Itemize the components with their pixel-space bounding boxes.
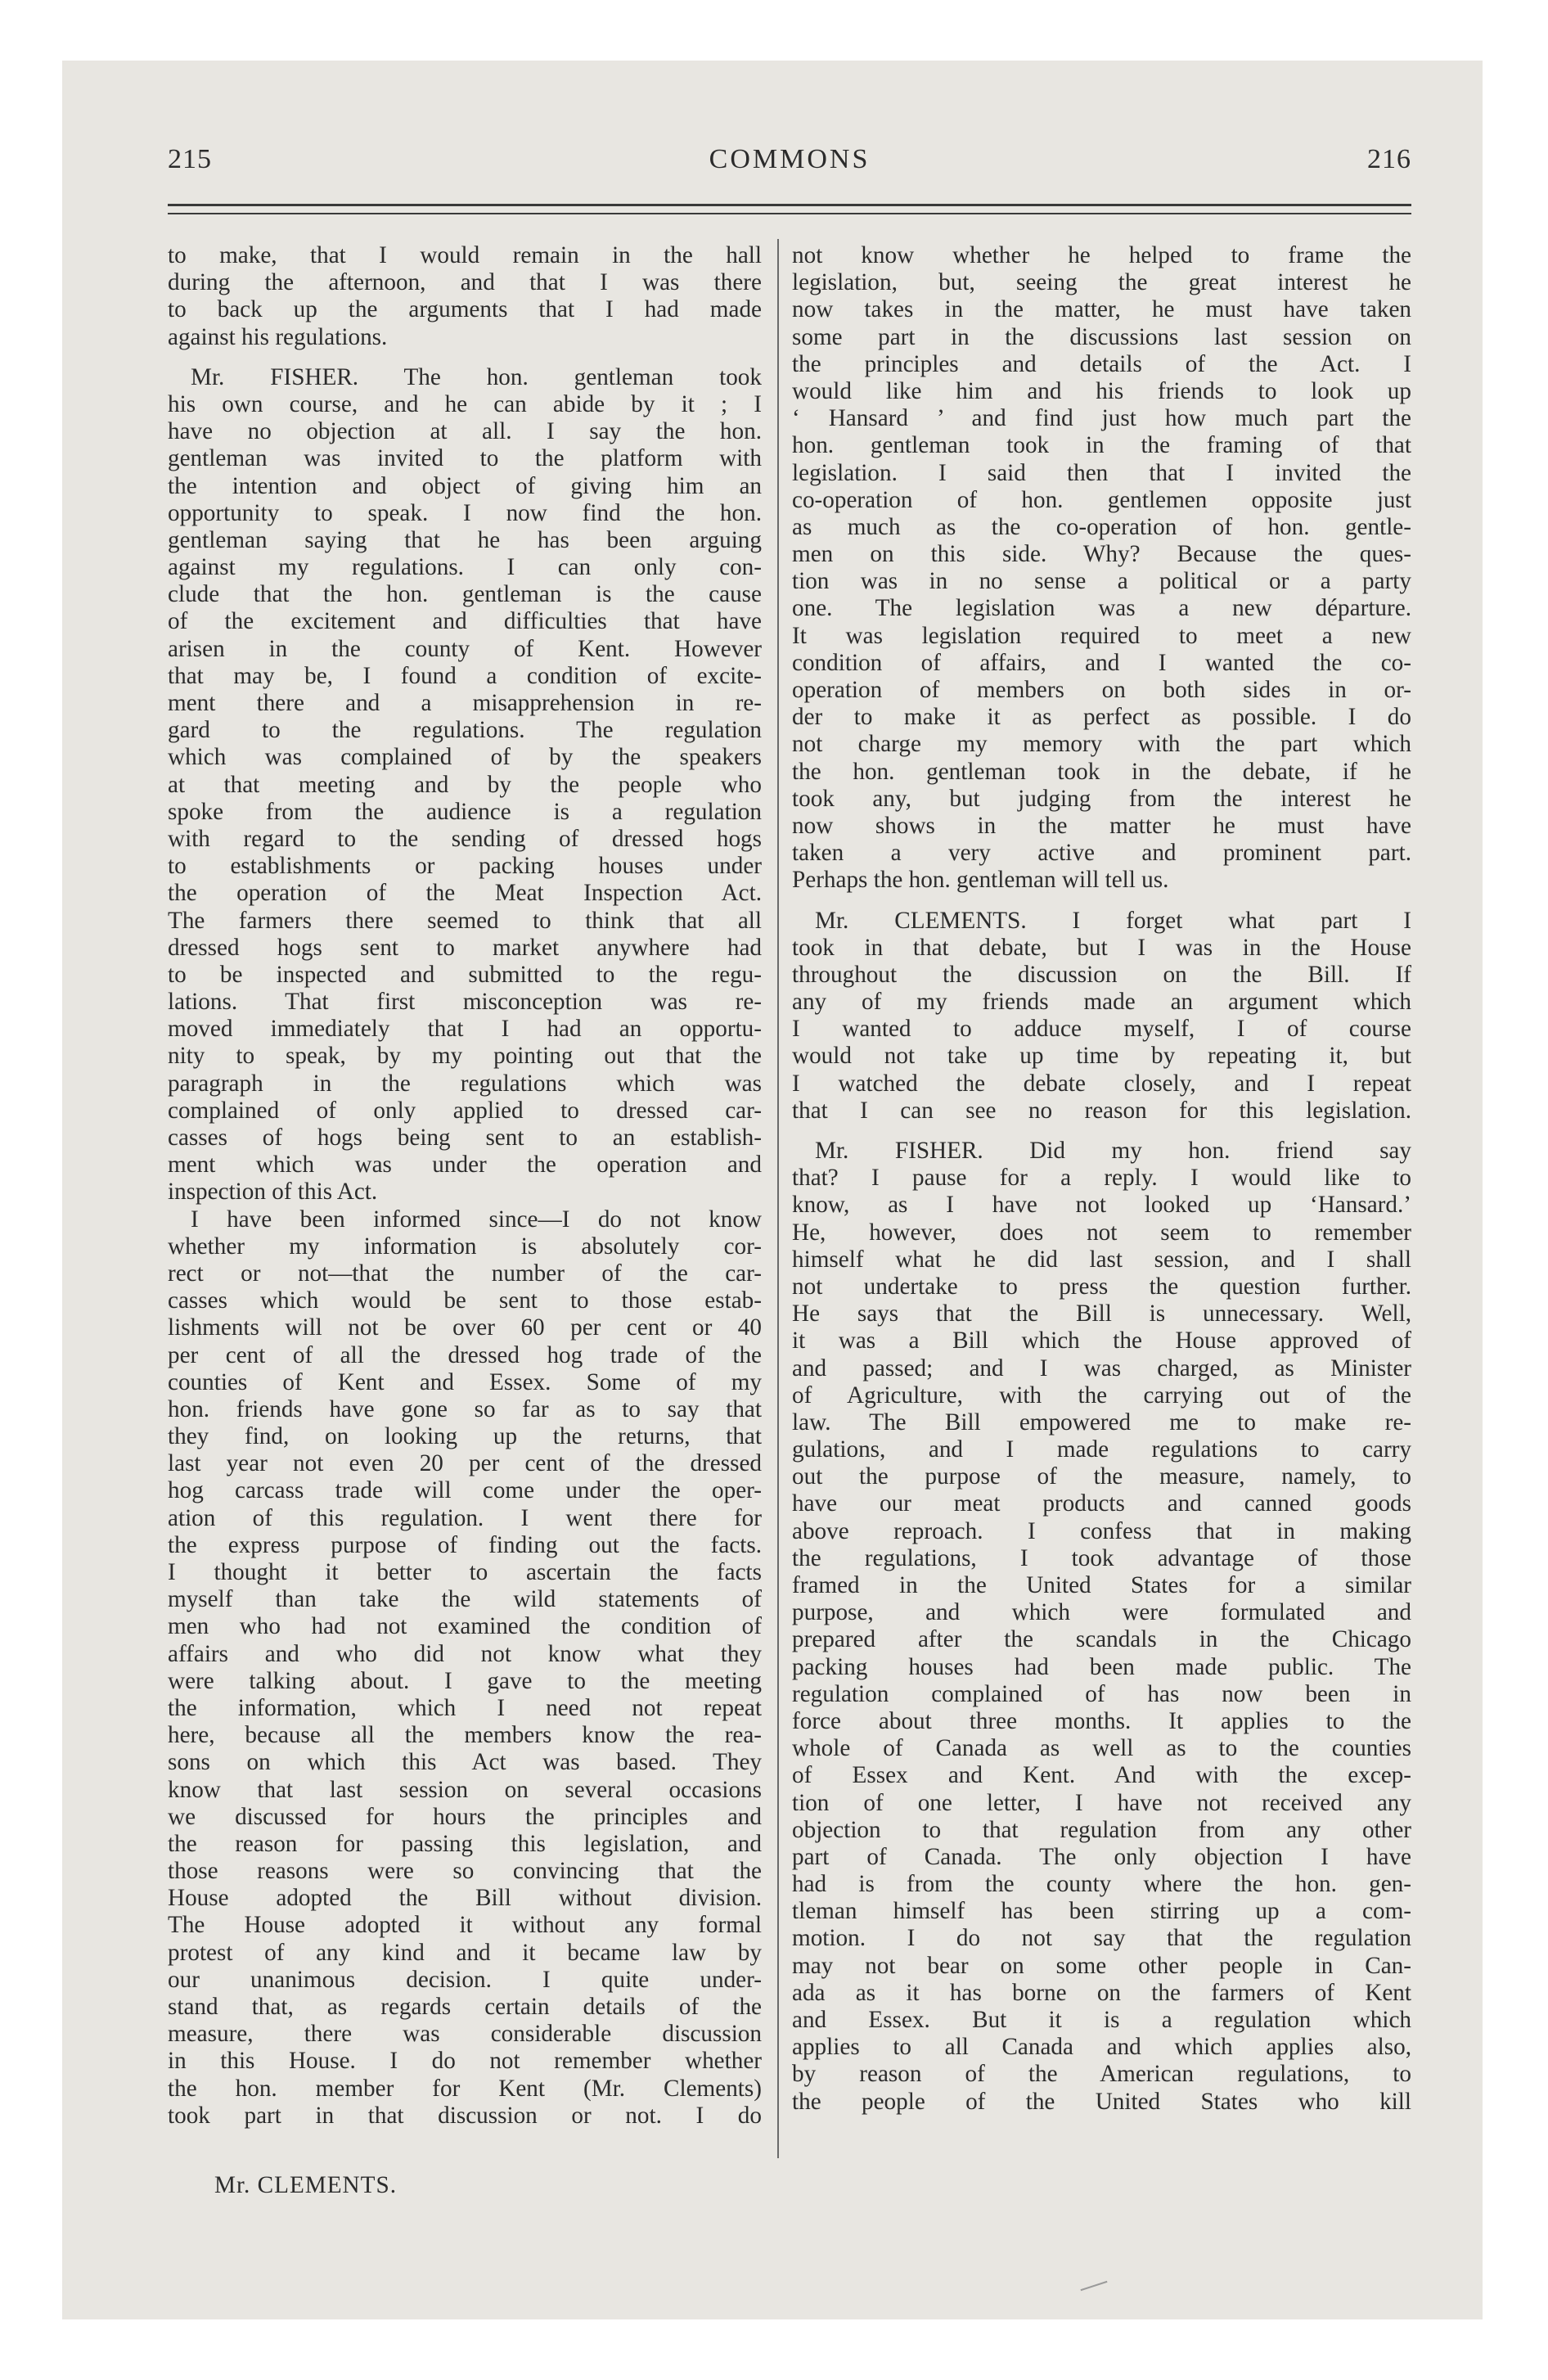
text-line: and Essex. But it is a regulation which xyxy=(792,2007,1411,2033)
text-line: whole of Canada as well as to the counties xyxy=(792,1735,1411,1762)
text-line: whether my information is absolutely cor- xyxy=(168,1233,762,1260)
text-line: legislation. I said then that I invited the xyxy=(792,459,1411,486)
text-line: that may be, I found a condition of excite- xyxy=(168,662,762,689)
text-line: against my regulations. I can only con- xyxy=(168,554,762,581)
text-line: clude that the hon. gentleman is the cause xyxy=(168,581,762,608)
text-line: condition of affairs, and I wanted the co- xyxy=(792,649,1411,676)
header-rule xyxy=(168,204,1411,206)
text-line: complained of only applied to dressed car- xyxy=(168,1097,762,1124)
text-line: spoke from the audience is a regulation xyxy=(168,798,762,825)
paragraph-gap xyxy=(792,895,1411,908)
text-line: tion of one letter, I have not received any xyxy=(792,1789,1411,1816)
text-line: paragraph in the regulations which was xyxy=(168,1070,762,1097)
text-line: ada as it has borne on the farmers of Kent xyxy=(792,1979,1411,2006)
text-line: The House adopted it without any formal xyxy=(168,1912,762,1939)
text-line: prepared after the scandals in the Chicago xyxy=(792,1626,1411,1653)
text-line: gentleman saying that he has been arguing xyxy=(168,526,762,553)
text-line: know, as I have not looked up ‘Hansard.’ xyxy=(792,1192,1411,1219)
text-line: hon. friends have gone so far as to say that xyxy=(168,1395,762,1422)
text-line: lations. That first misconception was re- xyxy=(168,989,762,1016)
text-line: casses which would be sent to those estab- xyxy=(168,1287,762,1314)
text-line: not charge my memory with the part which xyxy=(792,731,1411,758)
text-line: his own course, and he can abide by it ; I xyxy=(168,390,762,417)
text-line: and passed; and I was charged, as Minister xyxy=(792,1355,1411,1382)
left-column xyxy=(168,242,762,2130)
text-line: House adopted the Bill without division. xyxy=(168,1885,762,1912)
text-line: that? I pause for a reply. I would like to xyxy=(792,1165,1411,1192)
text-line: may not bear on some other people in Can- xyxy=(792,1952,1411,1979)
text-line: dressed hogs sent to market anywhere had xyxy=(168,934,762,961)
text-line: Mr. CLEMENTS. I forget what part I xyxy=(815,907,1411,934)
text-line: hon. gentleman took in the framing of that xyxy=(792,432,1411,459)
text-line: ‘ Hansard ’ and find just how much part the xyxy=(792,405,1411,432)
text-line: I watched the debate closely, and I repeat xyxy=(792,1070,1411,1097)
text-line: to make, that I would remain in the hall xyxy=(168,242,762,268)
text-line: framed in the United States for a similar xyxy=(792,1572,1411,1598)
text-line: as much as the co-operation of hon. gentle- xyxy=(792,513,1411,540)
text-line: casses of hogs being sent to an establish- xyxy=(168,1125,762,1151)
text-line: part of Canada. The only objection I have xyxy=(792,1843,1411,1870)
text-line: force about three months. It applies to the xyxy=(792,1707,1411,1734)
text-line: were talking about. I gave to the meeting xyxy=(168,1667,762,1694)
text-line: I have been informed since—I do not know xyxy=(191,1206,762,1233)
text-line: the hon. gentleman took in the debate, if he xyxy=(792,758,1411,785)
text-line: the hon. member for Kent (Mr. Clements) xyxy=(168,2075,762,2102)
text-line: counties of Kent and Essex. Some of my xyxy=(168,1368,762,1395)
text-line: any of my friends made an argument which xyxy=(792,989,1411,1016)
text-line: protest of any kind and it became law by xyxy=(168,1939,762,1966)
text-line: tleman himself has been stirring up a com- xyxy=(792,1898,1411,1925)
text-line: the people of the United States who kill xyxy=(792,2088,1411,2115)
text-line: measure, there was considerable discussion xyxy=(168,2021,762,2048)
text-line: with regard to the sending of dressed hogs xyxy=(168,825,762,852)
text-line: I thought it better to ascertain the facts xyxy=(168,1559,762,1585)
text-line: of Essex and Kent. And with the excep- xyxy=(792,1762,1411,1789)
text-line: gard to the regulations. The regulation xyxy=(168,717,762,744)
text-line: throughout the discussion on the Bill. If xyxy=(792,961,1411,988)
text-line: the principles and details of the Act. I xyxy=(792,350,1411,377)
text-line: have our meat products and canned goods xyxy=(792,1490,1411,1517)
text-line: that I can see no reason for this legislation. xyxy=(792,1097,1411,1124)
text-line: men who had not examined the condition of xyxy=(168,1613,762,1640)
text-line: He says that the Bill is unnecessary. Well, xyxy=(792,1300,1411,1327)
text-line: now takes in the matter, he must have taken xyxy=(792,296,1411,323)
text-line: out the purpose of the measure, namely, to xyxy=(792,1463,1411,1490)
text-line: to back up the arguments that I had made xyxy=(168,296,762,323)
text-line: tion was in no sense a political or a party xyxy=(792,568,1411,595)
text-line: which was complained of by the speakers xyxy=(168,744,762,771)
text-line: the reason for passing this legislation, and xyxy=(168,1830,762,1857)
text-line: of the excitement and difficulties that have xyxy=(168,608,762,635)
text-line: the intention and object of giving him an xyxy=(168,472,762,499)
text-line: would like him and his friends to look up xyxy=(792,377,1411,404)
text-line: know that last session on several occasions xyxy=(168,1776,762,1803)
text-line: the operation of the Meat Inspection Act. xyxy=(168,880,762,907)
header-rule xyxy=(168,213,1411,214)
text-line: law. The Bill empowered me to make re- xyxy=(792,1409,1411,1436)
text-line: in this House. I do not remember whether xyxy=(168,2048,762,2075)
text-line: purpose, and which were formulated and xyxy=(792,1599,1411,1626)
text-line: had is from the county where the hon. gen- xyxy=(792,1871,1411,1898)
text-line: Mr. FISHER. Did my hon. friend say xyxy=(815,1138,1411,1164)
text-line: those reasons were so convincing that the xyxy=(168,1858,762,1885)
text-line: it was a Bill which the House approved of xyxy=(792,1327,1411,1355)
text-line: rect or not—that the number of the car- xyxy=(168,1260,762,1287)
text-line: of Agriculture, with the carrying out of the xyxy=(792,1382,1411,1409)
text-line: we discussed for hours the principles and xyxy=(168,1803,762,1830)
text-line: against his regulations. xyxy=(168,323,388,350)
text-line: Perhaps the hon. gentleman will tell us. xyxy=(792,867,1169,894)
text-line: some part in the discussions last session on xyxy=(792,323,1411,350)
text-line: der to make it as perfect as possible. I do xyxy=(792,704,1411,731)
text-line: hog carcass trade will come under the oper- xyxy=(168,1477,762,1504)
text-line: nity to speak, by my pointing out that the xyxy=(168,1043,762,1070)
text-line: The farmers there seemed to think that all xyxy=(168,907,762,934)
text-line: moved immediately that I had an opportu- xyxy=(168,1016,762,1043)
text-line: men on this side. Why? Because the ques- xyxy=(792,541,1411,568)
page-title: COMMONS xyxy=(709,144,871,174)
text-line: affairs and who did not know what they xyxy=(168,1640,762,1667)
page-number-left: 215 xyxy=(168,144,212,174)
text-line: gentleman was invited to the platform with xyxy=(168,445,762,472)
text-line: one. The legislation was a new départure. xyxy=(792,595,1411,622)
text-line: stand that, as regards certain details of the xyxy=(168,1994,762,2020)
text-line: co-operation of hon. gentlemen opposite just xyxy=(792,486,1411,513)
text-line: opportunity to speak. I now find the hon. xyxy=(168,499,762,526)
column-divider xyxy=(777,239,779,2158)
text-line: It was legislation required to meet a new xyxy=(792,622,1411,649)
text-line: ation of this regulation. I went there for xyxy=(168,1504,762,1531)
page-number-right: 216 xyxy=(1367,144,1411,174)
text-line: myself than take the wild statements of xyxy=(168,1586,762,1613)
text-line: would not take up time by repeating it, but xyxy=(792,1043,1411,1070)
scan-speck xyxy=(1081,2281,1108,2291)
text-line: the regulations, I took advantage of those xyxy=(792,1544,1411,1571)
text-line: applies to all Canada and which applies also, xyxy=(792,2034,1411,2061)
text-line: sons on which this Act was based. They xyxy=(168,1749,762,1776)
text-line: Mr. FISHER. The hon. gentleman took xyxy=(191,363,762,390)
text-line: by reason of the American regulations, to xyxy=(792,2061,1411,2088)
text-line: at that meeting and by the people who xyxy=(168,771,762,798)
text-line: operation of members on both sides in or- xyxy=(792,677,1411,703)
text-line: now shows in the matter he must have xyxy=(792,812,1411,839)
text-line: taken a very active and prominent part. xyxy=(792,840,1411,867)
text-line: regulation complained of has now been in xyxy=(792,1680,1411,1707)
text-line: the information, which I need not repeat xyxy=(168,1694,762,1721)
text-line: I wanted to adduce myself, I of course xyxy=(792,1016,1411,1043)
text-line: lishments will not be over 60 per cent or 40 xyxy=(168,1314,762,1341)
text-line: to establishments or packing houses under xyxy=(168,853,762,880)
text-line: took any, but judging from the interest he xyxy=(792,785,1411,812)
text-line: here, because all the members know the rea- xyxy=(168,1722,762,1749)
text-line: himself what he did last session, and I shall xyxy=(792,1246,1411,1273)
text-line: took part in that discussion or not. I do xyxy=(168,2102,762,2129)
text-line: during the afternoon, and that I was there xyxy=(168,269,762,296)
text-line: last year not even 20 per cent of the dressed xyxy=(168,1450,762,1477)
text-line: the express purpose of finding out the facts. xyxy=(168,1531,762,1558)
text-line: objection to that regulation from any other xyxy=(792,1816,1411,1843)
text-line: inspection of this Act. xyxy=(168,1179,378,1206)
text-line: to be inspected and submitted to the regu- xyxy=(168,961,762,988)
text-line: packing houses had been made public. The xyxy=(792,1653,1411,1680)
text-line: gulations, and I made regulations to carry xyxy=(792,1436,1411,1463)
text-line: ment there and a misapprehension in re- xyxy=(168,690,762,716)
text-line: arisen in the county of Kent. However xyxy=(168,635,762,662)
text-line: took in that debate, but I was in the House xyxy=(792,934,1411,961)
text-line: above reproach. I confess that in making xyxy=(792,1517,1411,1544)
text-line: our unanimous decision. I quite under- xyxy=(168,1966,762,1993)
text-line: motion. I do not say that the regulation xyxy=(792,1925,1411,1952)
text-line: ment which was under the operation and xyxy=(168,1152,762,1179)
paragraph-gap xyxy=(168,351,762,364)
running-head xyxy=(168,144,1411,185)
text-line: legislation, but, seeing the great interest he xyxy=(792,269,1411,296)
catchword: Mr. CLEMENTS. xyxy=(214,2172,397,2198)
paragraph-gap xyxy=(792,1125,1411,1138)
text-line: He, however, does not seem to remember xyxy=(792,1219,1411,1246)
text-line: not know whether he helped to frame the xyxy=(792,242,1411,268)
text-line: not undertake to press the question further. xyxy=(792,1273,1411,1300)
text-line: have no objection at all. I say the hon. xyxy=(168,418,762,445)
text-line: they find, on looking up the returns, that xyxy=(168,1423,762,1450)
text-line: per cent of all the dressed hog trade of the xyxy=(168,1341,762,1368)
right-column xyxy=(792,242,1411,2116)
